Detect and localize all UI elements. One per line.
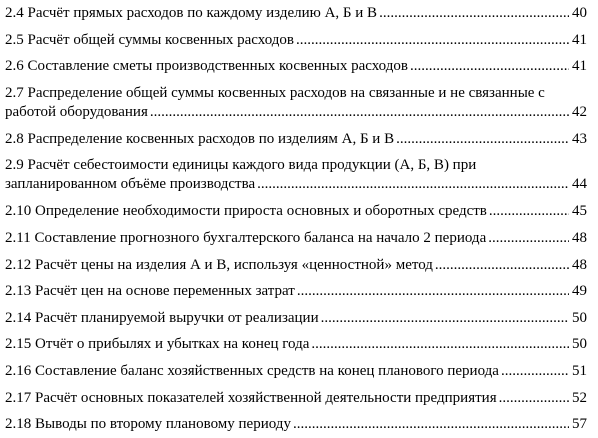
- toc-entry-title: Составление баланс хозяйственных средств на конец планового периода: [35, 362, 499, 379]
- toc-page-number: 50: [572, 309, 587, 326]
- toc-page-number: 40: [572, 5, 587, 21]
- toc-entry-2-5[interactable]: [5, 27, 587, 54]
- dot-leader: [501, 362, 569, 381]
- toc-entry-number: 2.8: [5, 130, 24, 147]
- toc-entry-title-line2: работой оборудования: [5, 103, 148, 120]
- toc-page-number: 57: [572, 416, 587, 433]
- toc-entry-2-9[interactable]: [5, 152, 587, 198]
- toc-entry-number: 2.18: [5, 416, 32, 433]
- toc-entry-number: 2.16: [5, 362, 32, 379]
- dot-leader: [321, 309, 569, 328]
- dot-leader: [379, 4, 569, 23]
- toc-entry-title: Составление сметы производственных косвенных расходов: [27, 58, 408, 75]
- toc-page-number: 52: [572, 389, 587, 406]
- toc-entry-2-17[interactable]: [5, 385, 587, 412]
- toc-page-number: 48: [572, 256, 587, 273]
- toc-entry-2-12[interactable]: [5, 252, 587, 279]
- toc-entry-2-10[interactable]: [5, 198, 587, 225]
- toc-entry-2-15[interactable]: [5, 331, 587, 358]
- dot-leader: [296, 31, 569, 50]
- dot-leader: [311, 335, 569, 354]
- toc-page-number: 41: [572, 31, 587, 48]
- dot-leader: [297, 282, 569, 301]
- dot-leader: [293, 415, 569, 434]
- toc-entry-number: 2.12: [5, 256, 32, 273]
- toc-entry-number: 2.5: [5, 31, 24, 48]
- dot-leader: [435, 256, 569, 275]
- toc-entry-2-18[interactable]: [5, 411, 587, 438]
- toc-entry-title-line1: Расчёт себестоимости единицы каждого вида продукции (А, Б, В) при: [27, 157, 477, 174]
- toc-page-number: 49: [572, 283, 587, 300]
- toc-entry-title: Определение необходимости прироста основных и оборотных средств: [35, 203, 487, 220]
- toc-page-number: 41: [572, 58, 587, 75]
- toc-entry-2-16[interactable]: [5, 358, 587, 385]
- toc-entry-title: Отчёт о прибылях и убытках на конец года: [35, 336, 310, 353]
- toc-entry-title: Расчёт общей суммы косвенных расходов: [27, 31, 294, 48]
- toc-entry-number: 2.6: [5, 58, 24, 75]
- dot-leader: [396, 130, 569, 149]
- toc-entry-title: Расчёт цены на изделия А и В, используя «ценностной» метод: [35, 256, 433, 273]
- dot-leader: [489, 202, 569, 221]
- toc-entry-number: 2.11: [5, 229, 31, 246]
- toc-entry-title-line1: Распределение общей суммы косвенных расходов на связанные и не связанные с: [27, 84, 545, 101]
- toc-page-number: 51: [572, 362, 587, 379]
- toc-entry-number: 2.17: [5, 389, 32, 406]
- dot-leader: [499, 389, 569, 408]
- toc-entry-number: 2.7: [5, 84, 24, 101]
- dot-leader: [410, 57, 569, 76]
- toc-entry-number: 2.4: [5, 5, 24, 21]
- toc-entry-2-8[interactable]: [5, 126, 587, 153]
- toc-entry-2-4[interactable]: [5, 0, 587, 27]
- toc-entry-title: Расчёт основных показателей хозяйственной деятельности предприятия: [35, 389, 497, 406]
- toc-page-number: 45: [572, 203, 587, 220]
- dot-leader: [150, 103, 569, 122]
- toc-entry-number: 2.9: [5, 157, 24, 174]
- toc-entry-title: Расчёт цен на основе переменных затрат: [35, 283, 295, 300]
- toc-entry-number: 2.14: [5, 309, 32, 326]
- toc-entry-number: 2.13: [5, 283, 32, 300]
- toc-page-number: 43: [572, 130, 587, 147]
- toc-entry-number: 2.15: [5, 336, 32, 353]
- toc-entry-title-line2: запланированном объёме производства: [5, 176, 256, 193]
- toc-entry-2-6[interactable]: [5, 53, 587, 80]
- toc-entry-2-11[interactable]: [5, 225, 587, 252]
- toc-page-number: 44: [572, 176, 587, 193]
- toc-page-number: 50: [572, 336, 587, 353]
- table-of-contents: [5, 0, 587, 438]
- toc-entry-2-13[interactable]: [5, 278, 587, 305]
- toc-page-number: 48: [572, 229, 587, 246]
- toc-page-number: 42: [572, 103, 587, 120]
- toc-entry-2-14[interactable]: [5, 305, 587, 332]
- dot-leader: [257, 175, 569, 194]
- toc-entry-title: Расчёт прямых расходов по каждому изделию А, Б и В: [27, 5, 378, 21]
- toc-entry-title: Расчёт планируемой выручки от реализации: [35, 309, 319, 326]
- toc-entry-title: Распределение косвенных расходов по изделиям А, Б и В: [27, 130, 395, 147]
- toc-entry-title: Составление прогнозного бухгалтерского баланса на начало 2 периода: [34, 229, 487, 246]
- dot-leader: [488, 229, 569, 248]
- toc-entry-number: 2.10: [5, 203, 32, 220]
- toc-entry-2-7[interactable]: [5, 80, 587, 126]
- toc-entry-title: Выводы по второму плановому периоду: [35, 416, 291, 433]
